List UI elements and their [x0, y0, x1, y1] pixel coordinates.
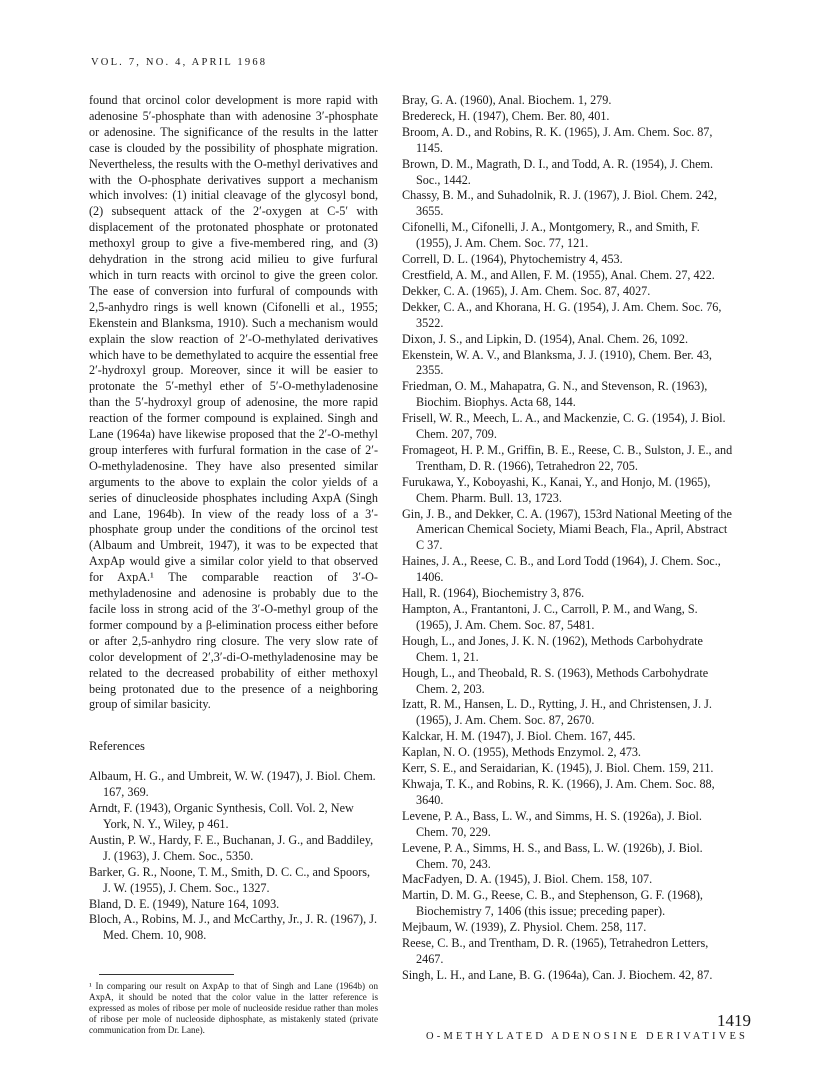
- reference-item: Haines, J. A., Reese, C. B., and Lord Todd (1964), J. Chem. Soc., 1406.: [402, 554, 721, 585]
- reference-item: Hough, L., and Jones, J. K. N. (1962), Methods Carbohydrate Chem. 1, 21.: [402, 633, 703, 664]
- reference-item: Hampton, A., Frantantoni, J. C., Carroll, P. M., and Wang, S. (1965), J. Am. Chem. Soc. 87, 5481.: [402, 602, 698, 632]
- body-paragraph: found that orcinol color development is more rapid with adenosine 5′-phosphate than with adenosine 3′-phosphate or adenosine. The significance of the results in the latter case is clouded by the possibility of phosphate migration. Nevertheless, the results with the O-methyl derivatives and with the O-phosphate derivatives support a mechanism which involves: (1) initial cleavage of the glycosyl bond, (2) subsequent attack of the 2′-oxygen at C-5′ with displacement of the protonated phosphate or protonated methoxyl group to give a five-membered ring, and (3) dehydration in the strong acid milieu to give furfural which in turn reacts with orcinol to give the green color. The ease of conversion into furfural of compounds with 2,5-anhydro rings is well known (Cifonelli et al., 1955; Ekenstein and Blanksma, 1910). Such a mechanism would explain the slow reaction of 2′-O-methylated derivatives which have to be demethylated to acquire the essential free 2′-hydroxyl group. Moreover, since it will be easier to protonate the 5′-methyl ether of 5′-O-methyladenosine than the 5′-hydroxyl group of adenosine, the more rapid reaction of the former compound is explained. Singh and Lane (1964a) have likewise proposed that the 2′-O-methyl group interferes with furfural formation in the case of 2′-O-methyladenosine. They have also presented similar arguments to the above to explain the color yields of a series of dinucleoside phosphates including AxpA (Singh and Lane, 1964b). In view of the ready loss of a 3′-phosphate group under the conditions of the orcinol test (Albaum and Umbreit, 1947), it was to be expected that AxpAp would give a similar color yield to that observed for AxpA.¹ The comparable reaction of 3′-O-methyladenosine and adenosine is probably due to the facile loss in strong acid of the 3′-O-methyl group of the former compound by a β-elimination process either before or after 2,5-anhydro ring closure. The very slow rate of color development of 2′,3′-di-O-methyladenosine may be related to the decreased probability of either methoxyl being protonated due to the presence of a neighboring group of similar basicity.: [89, 93, 378, 712]
- reference-item: Kerr, S. E., and Seraidarian, K. (1945), J. Biol. Chem. 159, 211.: [402, 761, 714, 776]
- running-footer: O-METHYLATED ADENOSINE DERIVATIVES: [426, 1031, 749, 1042]
- footnote-rule: [99, 974, 234, 975]
- reference-item: Correll, D. L. (1964), Phytochemistry 4, 453.: [402, 252, 623, 267]
- reference-item: Fromageot, H. P. M., Griffin, B. E., Reese, C. B., Sulston, J. E., and Trentham, D. R. (1966), Tetrahedron 22, 705.: [402, 442, 733, 473]
- reference-item: Bray, G. A. (1960), Anal. Biochem. 1, 279.: [402, 93, 612, 107]
- reference-item: Singh, L. H., and Lane, B. G. (1964a), Can. J. Biochem. 42, 87.: [402, 967, 713, 982]
- reference-item: Dekker, C. A., and Khorana, H. G. (1954), J. Am. Chem. Soc. 76, 3522.: [402, 299, 722, 330]
- running-header: VOL. 7, NO. 4, APRIL 1968: [91, 57, 268, 68]
- reference-item: Reese, C. B., and Trentham, D. R. (1965), Tetrahedron Letters, 2467.: [402, 936, 709, 966]
- reference-item: Chassy, B. M., and Suhadolnik, R. J. (1967), J. Biol. Chem. 242, 3655.: [402, 188, 718, 219]
- reference-item: Levene, P. A., Simms, H. S., and Bass, L. W. (1926b), J. Biol. Chem. 70, 243.: [402, 840, 703, 871]
- reference-item: Barker, G. R., Noone, T. M., Smith, D. C. C., and Spoors, J. W. (1955), J. Chem. Soc., 1327.: [89, 864, 371, 895]
- reference-item: Kaplan, N. O. (1955), Methods Enzymol. 2, 473.: [402, 745, 641, 760]
- footnote: ¹ In comparing our result on AxpAp to that of Singh and Lane (1964b) on AxpA, it should be noted that the color value in the latter reference is expressed as moles of ribose per mole of nucleoside residue rather than moles of ribose per mole of nucleoside diphosphate, as mistakenly stated (private communication from Dr. Lane).: [89, 981, 378, 1036]
- reference-item: Albaum, H. G., and Umbreit, W. W. (1947), J. Biol. Chem. 167, 369.: [89, 769, 376, 800]
- reference-item: Broom, A. D., and Robins, R. K. (1965), J. Am. Chem. Soc. 87, 1145.: [402, 124, 713, 155]
- references-list-right: [402, 93, 736, 984]
- reference-item: Mejbaum, W. (1939), Z. Physiol. Chem. 258, 117.: [402, 920, 647, 935]
- reference-item: Frisell, W. R., Meech, L. A., and Mackenzie, C. G. (1954), J. Biol. Chem. 207, 709.: [402, 411, 726, 442]
- reference-item: Austin, P. W., Hardy, F. E., Buchanan, J. G., and Baddiley, J. (1963), J. Chem. Soc., 5350.: [89, 832, 374, 863]
- reference-item: Cifonelli, M., Cifonelli, J. A., Montgomery, R., and Smith, F. (1955), J. Am. Chem. Soc. 77, 121.: [402, 220, 700, 251]
- reference-item: Friedman, O. M., Mahapatra, G. N., and Stevenson, R. (1963), Biochim. Biophys. Acta 68, 144.: [402, 379, 708, 410]
- reference-item: Gin, J. B., and Dekker, C. A. (1967), 153rd National Meeting of the American Chemical Society, Miami Beach, Fla., April, Abstract C 37.: [402, 506, 732, 553]
- reference-item: Dekker, C. A. (1965), J. Am. Chem. Soc. 87, 4027.: [402, 283, 651, 298]
- reference-item: Furukawa, Y., Koboyashi, K., Kanai, Y., and Honjo, M. (1965), Chem. Pharm. Bull. 13, 1723.: [402, 474, 711, 505]
- reference-item: Hough, L., and Theobald, R. S. (1963), Methods Carbohydrate Chem. 2, 203.: [402, 665, 709, 696]
- body-text: [89, 93, 378, 713]
- reference-item: MacFadyen, D. A. (1945), J. Biol. Chem. 158, 107.: [402, 872, 653, 887]
- reference-item: Brown, D. M., Magrath, D. I., and Todd, A. R. (1954), J. Chem. Soc., 1442.: [402, 156, 714, 187]
- reference-item: Bland, D. E. (1949), Nature 164, 1093.: [89, 896, 280, 911]
- reference-item: Levene, P. A., Bass, L. W., and Simms, H. S. (1926a), J. Biol. Chem. 70, 229.: [402, 808, 702, 839]
- page-number: 1419: [717, 1011, 751, 1030]
- reference-item: Crestfield, A. M., and Allen, F. M. (1955), Anal. Chem. 27, 422.: [402, 267, 715, 282]
- references-list-left: [89, 769, 378, 944]
- reference-item: Bloch, A., Robins, M. J., and McCarthy, Jr., J. R. (1967), J. Med. Chem. 10, 908.: [89, 912, 377, 943]
- reference-item: Hall, R. (1964), Biochemistry 3, 876.: [402, 586, 585, 601]
- reference-item: Khwaja, T. K., and Robins, R. K. (1966), J. Am. Chem. Soc. 88, 3640.: [402, 776, 715, 807]
- reference-item: Kalckar, H. M. (1947), J. Biol. Chem. 167, 445.: [402, 729, 636, 744]
- reference-item: Martin, D. M. G., Reese, C. B., and Stephenson, G. F. (1968), Biochemistry 7, 1406 (this issue; preceding paper).: [402, 888, 703, 919]
- right-column: [402, 93, 736, 984]
- reference-item: Ekenstein, W. A. V., and Blanksma, J. J. (1910), Chem. Ber. 43, 2355.: [402, 347, 712, 378]
- references-heading: References: [89, 739, 145, 754]
- reference-item: Arndt, F. (1943), Organic Synthesis, Coll. Vol. 2, New York, N. Y., Wiley, p 461.: [89, 801, 354, 831]
- left-column: [89, 93, 378, 1036]
- reference-item: Izatt, R. M., Hansen, L. D., Rytting, J. H., and Christensen, J. J. (1965), J. Am. Chem. Soc. 87, 2670.: [402, 697, 712, 728]
- reference-item: Bredereck, H. (1947), Chem. Ber. 80, 401.: [402, 108, 610, 123]
- reference-item: Dixon, J. S., and Lipkin, D. (1954), Anal. Chem. 26, 1092.: [402, 331, 689, 346]
